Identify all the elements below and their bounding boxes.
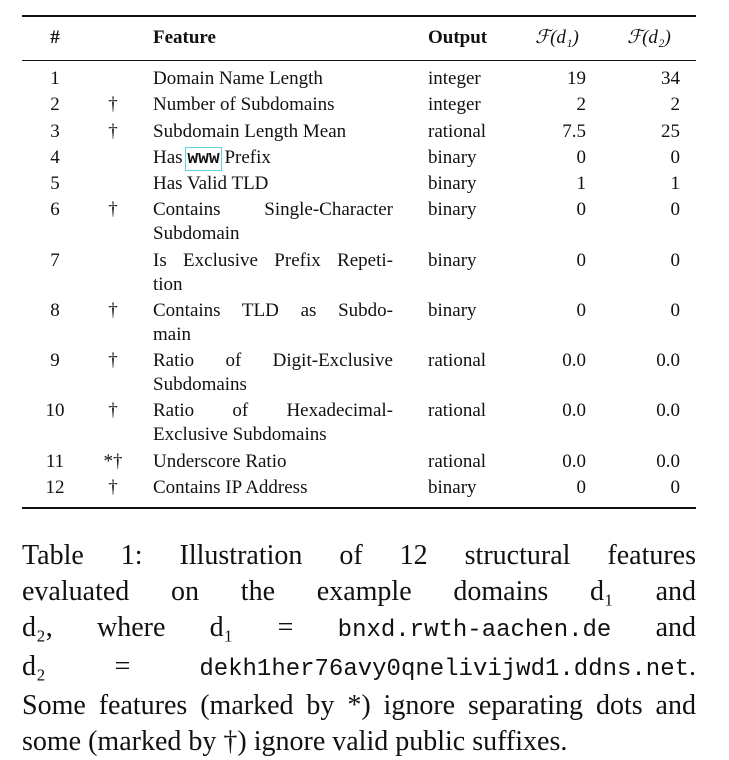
row-feature xyxy=(153,476,393,500)
row-number: 4 xyxy=(50,147,60,168)
table-caption xyxy=(22,538,696,760)
row-output: binary xyxy=(428,199,477,220)
feature-line: Subdomain xyxy=(153,223,240,244)
row-number: 8 xyxy=(50,300,60,321)
row-value-d1: 0 xyxy=(576,250,586,271)
row-output: rational xyxy=(428,451,487,472)
row-value-d2: 0 xyxy=(670,199,680,220)
row-value-d1: 1 xyxy=(576,173,586,194)
feature-line: main xyxy=(153,324,191,345)
row-number: 7 xyxy=(50,250,60,271)
caption-line-2: evaluated on the example domains d₁ and xyxy=(22,576,696,607)
row-value-d2: 1 xyxy=(670,173,680,194)
row-output: rational xyxy=(428,400,487,421)
row-marker: † xyxy=(108,121,118,142)
feature-line: Contains IP Address xyxy=(153,477,308,498)
row-feature xyxy=(153,450,393,474)
caption-line-4 xyxy=(22,649,696,688)
row-value-d1: 0.0 xyxy=(562,400,586,421)
feature-line: Ratio of Digit-Exclusive xyxy=(153,350,393,371)
row-number: 6 xyxy=(50,199,60,220)
caption-line-6: some (marked by †) ignore valid public suffixes. xyxy=(22,726,568,757)
row-value-d2: 0 xyxy=(670,250,680,271)
row-feature xyxy=(153,399,393,447)
caption-line-5: Some features (marked by *) ignore separating dots and xyxy=(22,690,696,721)
row-value-d1: 2 xyxy=(576,94,586,115)
row-value-d2: 25 xyxy=(661,121,680,142)
caption-domain-d2: dekh1her76avy0qnelivijwd1.ddns.net xyxy=(199,656,689,683)
row-value-d2: 0.0 xyxy=(656,350,680,371)
row-number: 1 xyxy=(50,68,60,89)
row-feature xyxy=(153,172,393,196)
row-marker: † xyxy=(108,477,118,498)
row-value-d1: 0.0 xyxy=(562,451,586,472)
row-value-d1: 19 xyxy=(567,68,586,89)
caption-d2-def: d₂, where d₁ = xyxy=(22,612,338,643)
caption-line-1: Table 1: Illustration of 12 structural features xyxy=(22,540,696,571)
row-value-d2: 0 xyxy=(670,477,680,498)
row-value-d2: 34 xyxy=(661,68,680,89)
feature-line: Contains TLD as Subdo- xyxy=(153,300,393,321)
row-output: binary xyxy=(428,173,477,194)
row-feature xyxy=(153,93,393,117)
row-marker: † xyxy=(108,350,118,371)
row-feature xyxy=(153,146,393,171)
feature-line: Ratio of Hexadecimal- xyxy=(153,400,393,421)
row-feature xyxy=(153,249,393,297)
feature-line: Subdomain Length Mean xyxy=(153,121,347,142)
row-value-d1: 0.0 xyxy=(562,350,586,371)
row-output: binary xyxy=(428,300,477,321)
row-number: 12 xyxy=(45,477,65,498)
row-number: 3 xyxy=(50,121,60,142)
feature-line: Domain Name Length xyxy=(153,68,323,89)
row-output: rational xyxy=(428,350,487,371)
feature-text: Has xyxy=(153,147,188,168)
caption-period: . xyxy=(689,651,696,682)
table-header-rule xyxy=(22,60,696,61)
row-output: integer xyxy=(428,68,481,89)
feature-line: Underscore Ratio xyxy=(153,451,287,472)
row-value-d1: 0 xyxy=(576,199,586,220)
header-d2: ℱ(d₂) xyxy=(627,27,671,48)
row-value-d1: 0 xyxy=(576,477,586,498)
row-marker: † xyxy=(108,199,118,220)
caption-d2-eq: d₂ = xyxy=(22,651,200,682)
row-feature xyxy=(153,120,393,144)
header-output: Output xyxy=(428,27,488,48)
row-number: 2 xyxy=(50,94,60,115)
row-feature xyxy=(153,349,393,397)
header-num: # xyxy=(50,27,60,48)
header-d1: ℱ(d₁) xyxy=(535,27,579,48)
row-number: 10 xyxy=(45,400,65,421)
row-output: binary xyxy=(428,477,477,498)
feature-line: Number of Subdomains xyxy=(153,94,335,115)
row-feature xyxy=(153,67,393,91)
row-marker: *† xyxy=(103,451,123,472)
row-output: rational xyxy=(428,121,487,142)
row-value-d2: 2 xyxy=(670,94,680,115)
row-output: binary xyxy=(428,250,477,271)
row-marker: † xyxy=(108,400,118,421)
row-number: 11 xyxy=(45,451,65,472)
row-value-d1: 7.5 xyxy=(562,121,586,142)
caption-and: and xyxy=(611,612,696,643)
row-marker: † xyxy=(108,300,118,321)
row-value-d1: 0 xyxy=(576,147,586,168)
feature-line: Contains Single-Character xyxy=(153,199,393,220)
row-feature xyxy=(153,198,393,246)
feature-line: Is Exclusive Prefix Repeti- xyxy=(153,250,393,271)
row-marker: † xyxy=(108,94,118,115)
row-number: 9 xyxy=(50,350,60,371)
table-top-rule xyxy=(22,15,696,17)
feature-line: Has Valid TLD xyxy=(153,173,269,194)
row-feature xyxy=(153,299,393,347)
row-number: 5 xyxy=(50,173,60,194)
row-value-d1: 0 xyxy=(576,300,586,321)
feature-code-www: www xyxy=(187,149,220,169)
feature-line: tion xyxy=(153,274,183,295)
feature-line: Subdomains xyxy=(153,374,247,395)
table-bottom-rule xyxy=(22,507,696,509)
row-output: binary xyxy=(428,147,477,168)
row-value-d2: 0.0 xyxy=(656,400,680,421)
row-value-d2: 0 xyxy=(670,300,680,321)
row-value-d2: 0 xyxy=(670,147,680,168)
caption-line-3 xyxy=(22,610,696,649)
feature-line: Exclusive Subdomains xyxy=(153,424,327,445)
header-feature: Feature xyxy=(153,27,216,48)
feature-text: Prefix xyxy=(219,147,271,168)
row-value-d2: 0.0 xyxy=(656,451,680,472)
row-output: integer xyxy=(428,94,481,115)
caption-domain-d1: bnxd.rwth-aachen.de xyxy=(337,617,612,644)
